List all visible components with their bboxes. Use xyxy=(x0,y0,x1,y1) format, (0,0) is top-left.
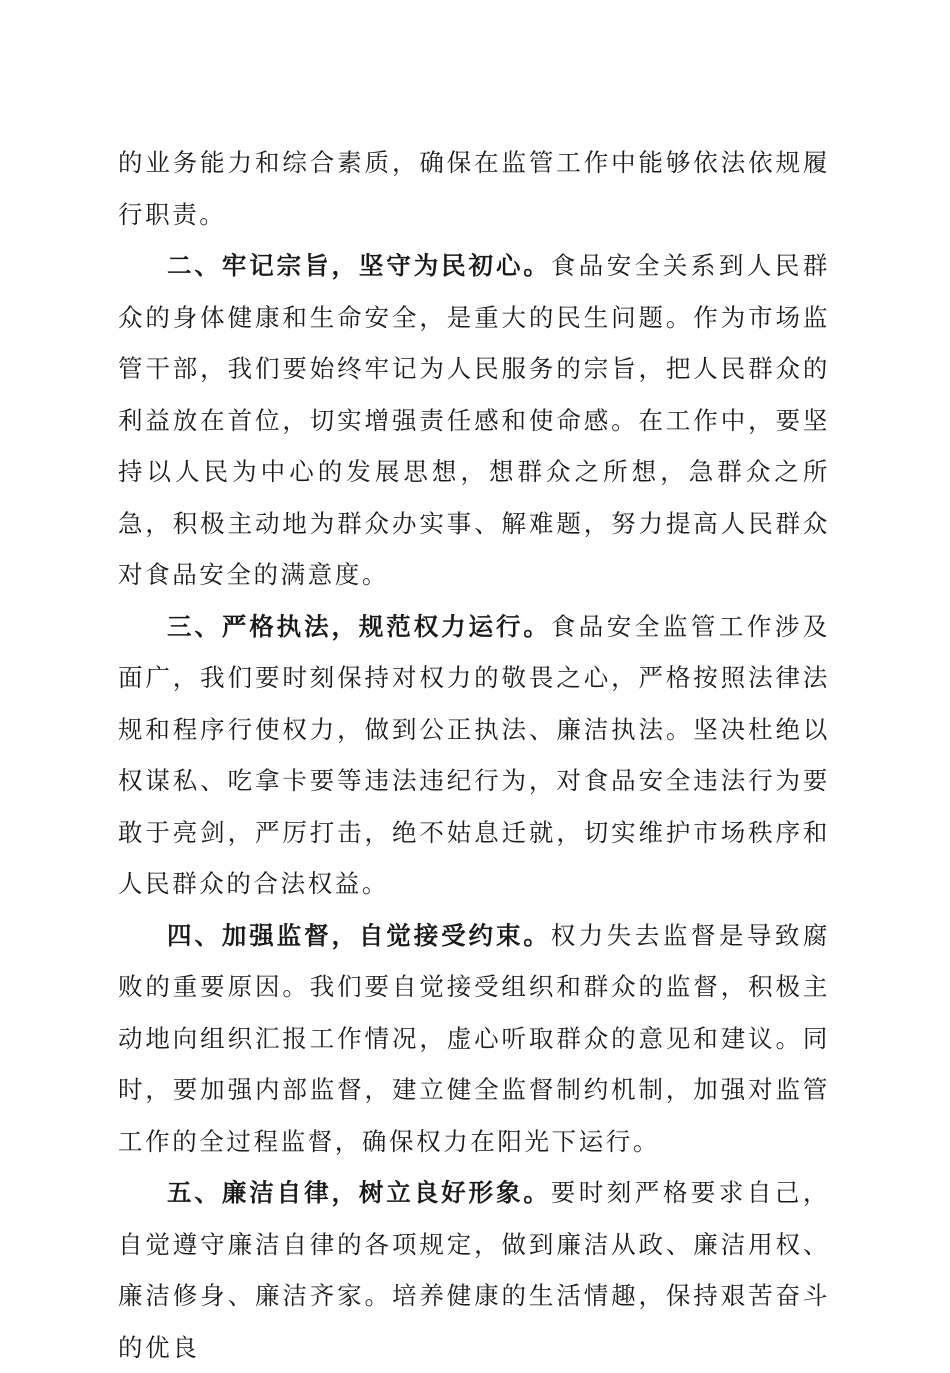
paragraph-section-3 xyxy=(118,601,830,910)
section-heading: 五、廉洁自律，树立良好形象。 xyxy=(167,1178,551,1207)
paragraph-continued xyxy=(118,137,830,240)
section-heading: 三、严格执法，规范权力运行。 xyxy=(167,611,551,641)
paragraph-body: 的业务能力和综合素质，确保在监管工作中能够依法依规履行职责。 xyxy=(118,148,830,229)
paragraph-body: 要时刻严格要求自己，自觉遵守廉洁自律的各项规定，做到廉洁从政、廉洁用权、廉洁修身、廉洁齐家。培养健康的生活情趣，保持艰苦奋斗的优良 xyxy=(118,1178,830,1362)
paragraph-section-4 xyxy=(118,910,830,1168)
paragraph-section-2 xyxy=(118,240,830,601)
document-page xyxy=(118,137,830,1373)
section-heading: 四、加强监督，自觉接受约束。 xyxy=(167,920,551,950)
section-heading: 二、牢记宗旨，坚守为民初心。 xyxy=(167,251,551,280)
paragraph-body: 食品安全关系到人民群众的身体健康和生命安全，是重大的民生问题。作为市场监管干部，我们要始终牢记为人民服务的宗旨，把人民群众的利益放在首位，切实增强责任感和使命感。在工作中，要坚持以人民为中心的发展思想，想群众之所想，急群众之所急，积极主动地为群众办实事、解难题，努力提高人民群众对食品安全的满意度。 xyxy=(118,251,830,589)
paragraph-body: 权力失去监督是导致腐败的重要原因。我们要自觉接受组织和群众的监督，积极主动地向组织汇报工作情况，虚心听取群众的意见和建议。同时，要加强内部监督，建立健全监督制约机制，加强对监管工作的全过程监督，确保权力在阳光下运行。 xyxy=(118,920,830,1156)
paragraph-section-5 xyxy=(118,1167,830,1373)
paragraph-body: 食品安全监管工作涉及面广，我们要时刻保持对权力的敬畏之心，严格按照法律法规和程序行使权力，做到公正执法、廉洁执法。坚决杜绝以权谋私、吃拿卡要等违法违纪行为，对食品安全违法行为要敢于亮剑，严厉打击，绝不姑息迁就，切实维护市场秩序和人民群众的合法权益。 xyxy=(118,611,830,898)
